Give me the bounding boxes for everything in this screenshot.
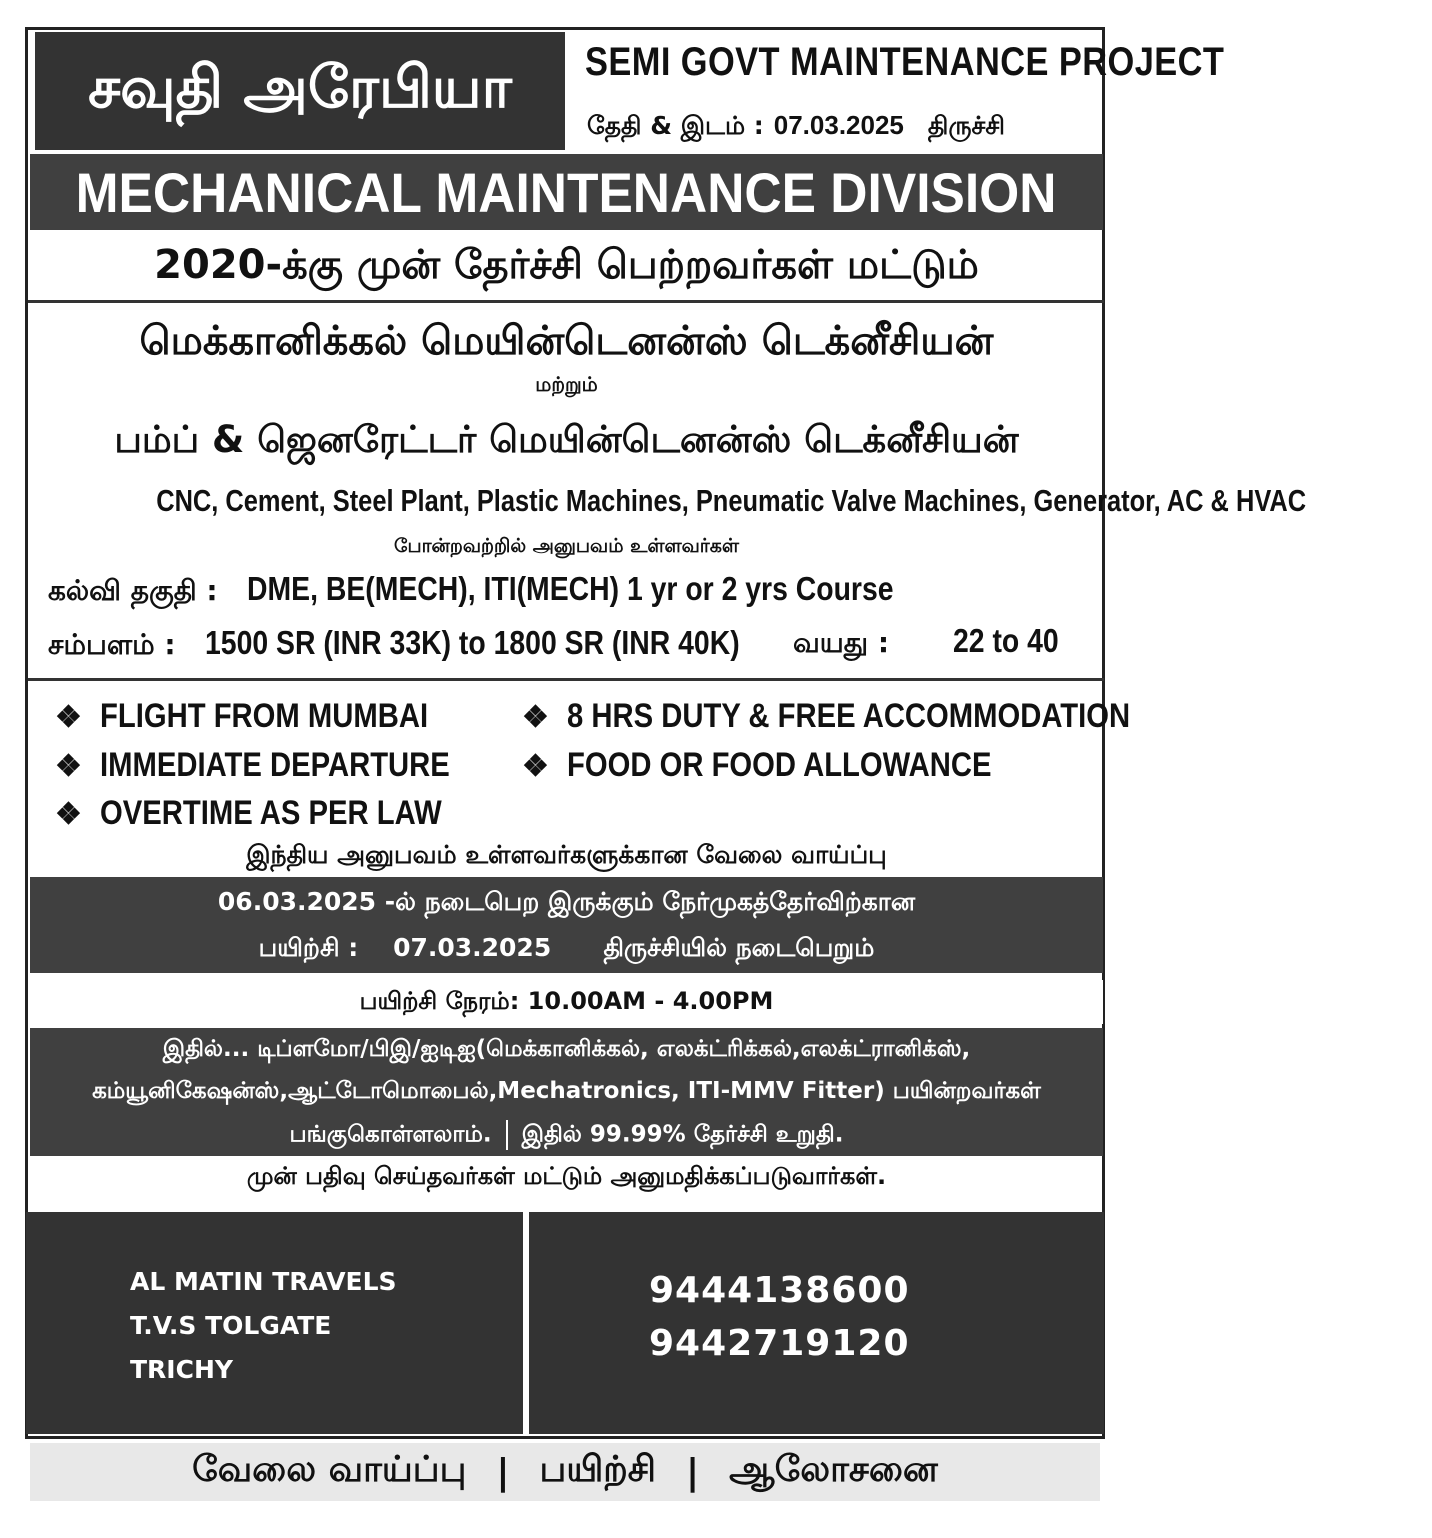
bullet-icon: ❖ [55, 750, 82, 783]
address [130, 1260, 397, 1392]
role-mechanical: மெக்கானிக்கல் மெயின்டெனன்ஸ் டெக்னீசியன் [139, 318, 994, 364]
address-line: AL MATIN TRAVELS [130, 1267, 397, 1296]
indian-experience-note: இந்திய அனுபவம் உள்ளவர்களுக்கான வேலை வாய்ப்பு [246, 840, 887, 869]
courses-line3: பங்குகொள்ளலாம். இதில் 99.99% தேர்ச்சி உறுதி. [30, 1120, 1103, 1151]
date-place-label: தேதி & இடம் : [587, 111, 764, 140]
salary-value: 1500 SR (INR 33K) to 1800 SR (INR 40K) [204, 624, 740, 661]
education-value: DME, BE(MECH), ITI(MECH) 1 yr or 2 yrs Course [246, 570, 894, 607]
training-place: திருச்சியில் நடைபெறும் [603, 933, 875, 962]
footer-separator: | [496, 1451, 510, 1493]
preregistration-note: முன் பதிவு செய்தவர்கள் மட்டும் அனுமதிக்கப்படுவார்கள். [246, 1162, 887, 1190]
experience-note: போன்றவற்றில் அனுபவம் உள்ளவர்கள் [393, 535, 740, 557]
header-place: திருச்சி [927, 111, 1005, 140]
footer-item: ஆலோசனை [729, 1449, 938, 1490]
training-date: 07.03.2025 [393, 933, 552, 962]
interview-line1: 06.03.2025 -ல் நடைபெற இருக்கும் நேர்முகத்தேர்விற்கான [217, 887, 916, 916]
division-title-band [30, 154, 1103, 230]
courses-line1: இதில்... டிப்ளமோ/பிஇ/ஐடிஐ(மெக்கானிக்கல், எலக்ட்ரிக்கல்,எலக்ட்ரானிக்ஸ், [162, 1036, 971, 1062]
divider [28, 678, 1104, 681]
salary-label: சம்பளம் : [48, 628, 176, 661]
country-title: சவுதி அரேபியா [88, 53, 512, 121]
footer-separator: | [685, 1451, 700, 1493]
address-line: TRICHY [130, 1355, 233, 1384]
address-panel [26, 1212, 523, 1434]
benefit-item: ❖ 8 HRS DUTY & FREE ACCOMMODATION [522, 697, 1131, 735]
eligibility-line: 2020-க்கு முன் தேர்ச்சி பெற்றவர்கள் மட்டும் [154, 241, 979, 288]
division-title: MECHANICAL MAINTENANCE DIVISION [76, 160, 1057, 224]
bullet-icon: ❖ [522, 750, 549, 783]
education-label: கல்வி தகுதி : [48, 574, 218, 607]
footer-item: வேலை வாய்ப்பு [192, 1449, 467, 1490]
benefit-item: ❖ FOOD OR FOOD ALLOWANCE [522, 746, 992, 784]
country-banner [35, 32, 565, 150]
bullet-icon: ❖ [522, 701, 549, 734]
age-value: 22 to 40 [953, 622, 1059, 659]
phone-number: 9442719120 [649, 1323, 910, 1364]
salary-row [48, 622, 1059, 665]
role-pump-generator: பம்ப் & ஜெனரேட்டர் மெயின்டெனன்ஸ் டெக்னீசியன் [114, 418, 1019, 461]
training-time: பயிற்சி நேரம்: 10.00AM - 4.00PM [30, 980, 1103, 1024]
phone-numbers [649, 1264, 910, 1370]
role-and: மற்றும் [535, 372, 598, 396]
interview-line2: பயிற்சி : 07.03.2025 திருச்சியில் நடைபெறும் [258, 933, 875, 962]
experience-fields: CNC, Cement, Steel Plant, Plastic Machines, Pneumatic Valve Machines, Generator, AC & HVAC [156, 483, 1307, 518]
phone-panel [529, 1212, 1104, 1434]
benefit-item: ❖ OVERTIME AS PER LAW [55, 794, 442, 832]
divider [28, 300, 1104, 303]
project-title: SEMI GOVT MAINTENANCE PROJECT [585, 40, 1225, 84]
phone-number: 9444138600 [649, 1270, 910, 1311]
benefit-item: ❖ IMMEDIATE DEPARTURE [55, 746, 450, 784]
education-row [48, 570, 999, 611]
header-info [575, 32, 1225, 150]
age-label: வயது : [793, 626, 890, 659]
footer-item: பயிற்சி [539, 1449, 656, 1490]
header-date: 07.03.2025 [773, 110, 904, 140]
benefit-item: ❖ FLIGHT FROM MUMBAI [55, 697, 428, 735]
address-line: T.V.S TOLGATE [130, 1311, 332, 1340]
eligible-courses-band [30, 1028, 1103, 1156]
footer-tagline [30, 1443, 1100, 1501]
separator [506, 1120, 508, 1150]
bullet-icon: ❖ [55, 701, 82, 734]
date-place-line [587, 110, 1005, 144]
bullet-icon: ❖ [55, 798, 82, 831]
interview-band [30, 877, 1103, 973]
courses-line2: கம்யூனிகேஷன்ஸ்,ஆட்டோமொபைல்,Mechatronics, ITI-MMV Fitter) பயின்றவர்கள் [92, 1078, 1041, 1104]
